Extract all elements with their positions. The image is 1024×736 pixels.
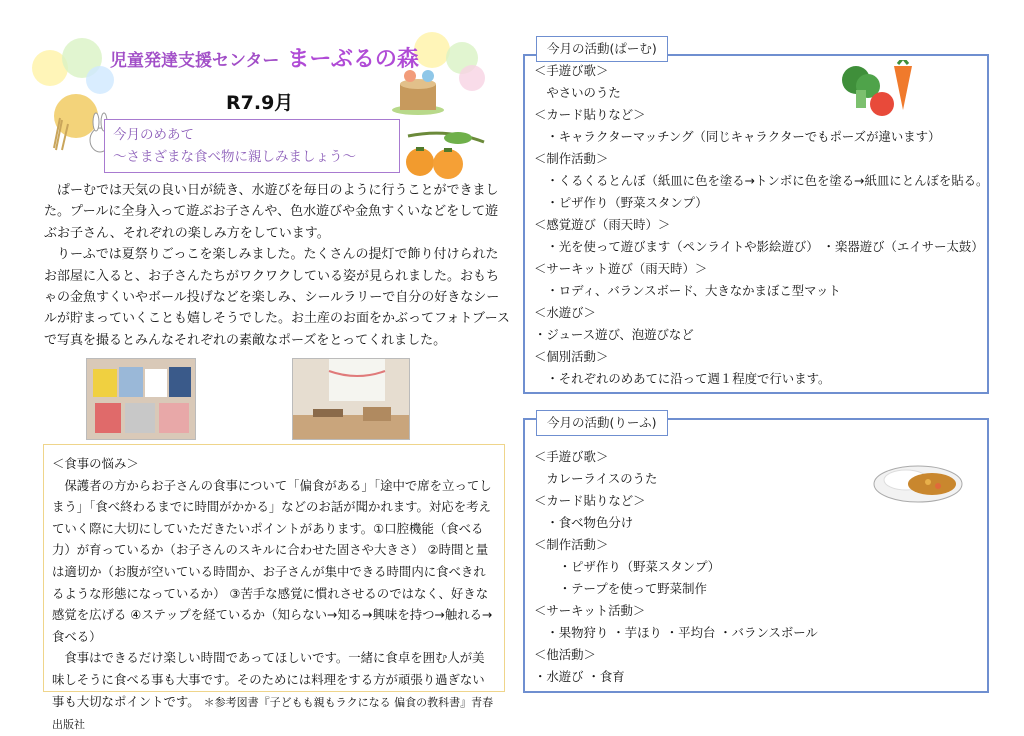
food-heading: ＜食事の悩み＞ — [52, 456, 139, 471]
goal-text: ～さまざまな食べ物に親しみましょう～ — [113, 149, 356, 165]
palm-line: ＜制作活動＞ — [534, 151, 609, 166]
facility-name: まーぶるの森 — [287, 47, 419, 72]
palm-line: ・くるくるとんぼ（紙皿に色を塗る→トンボに色を塗る→紙皿にとんぼを貼る。 — [534, 173, 989, 188]
vegetables-illustration — [838, 60, 928, 120]
persimmon-illustration — [398, 128, 488, 184]
palm-line: ＜水遊び＞ — [534, 305, 596, 320]
leaf-line: ＜制作活動＞ — [534, 537, 609, 552]
decor-bubbles-left — [30, 28, 120, 98]
photo-masks — [86, 358, 196, 440]
monthly-goal-box — [104, 119, 400, 173]
facility-title — [110, 42, 450, 73]
leaf-line: ＜他活動＞ — [534, 647, 596, 662]
leaf-activity-list — [534, 446, 818, 688]
palm-line: ＜サーキット遊び（雨天時）＞ — [534, 261, 708, 276]
leaf-line: ・果物狩り ・芋ほり ・平均台 ・バランスボール — [534, 625, 818, 640]
stump-birds-illustration — [388, 66, 458, 116]
palm-tab: 今月の活動(ぱーむ) — [536, 36, 668, 62]
palm-line: ＜個別活動＞ — [534, 349, 609, 364]
leaf-line: ・テープを使って野菜制作 — [534, 581, 707, 596]
food-paragraph-2: 食事はできるだけ楽しい時間であってほしいです。一緒に食卓を囲む人が美味しそうに食べる事も大事です。そのためには料理をする方が頑張り過ぎない事も大切なポイントです。 — [52, 650, 485, 709]
intro-paragraph-palm: ぱーむでは天気の良い日が続き、水遊びを毎日のように行うことができました。プールに全身入って遊ぶお子さんや、色水遊びや金魚すくいなどをして遊ぶお子さん、それぞれの楽しみ方をしています。 — [44, 183, 499, 241]
leaf-line: カレーライスのうた — [534, 471, 658, 486]
intro-text — [44, 180, 510, 351]
center-name: 児童発達支援センター — [110, 51, 280, 71]
photo-room — [292, 358, 410, 440]
palm-line: ＜カード貼りなど＞ — [534, 107, 646, 122]
intro-paragraph-leaf: りーふでは夏祭りごっこを楽しみました。たくさんの提灯で飾り付けられたお部屋に入ると、お子さんたちがワクワクしている姿が見られました。おもちゃの金魚すくいやボール投げなどを楽しみ、シールラリーで自分の好きなシールが貯まっていくことも嬉しそうでした。お土産のお面をかぶってフォトブースで写真を撮るとみんなそれぞれの素敵なポーズをとってくれました。 — [44, 247, 510, 348]
food-reference: ＊参考図書『子どもも親もラクになる 偏食の教科書』青春出版社 — [52, 695, 494, 732]
food-worries-box — [43, 444, 505, 732]
food-paragraph-1: 保護者の方からお子さんの食事について「偏食がある」「途中で席を立ってしまう」「食べ終わるまでに時間がかかる」などのお話が聞かれます。対応を考えていく際に大切にしていただきたいポイントがあります。①口腔機能（食べる力）が育っているか（お子さんのスキルに合わせた固さや大きさ） ②時間と量は適切か（お腹が空いている時間か、お子さんが集中できる時間内に食べきれるような形態になっているか） ③苦手な感覚に慣れさせるのではなく、好きな感覚を広げる ④ステップを経ているか（知らない→知る→興味を持つ→触れる→食べる） — [52, 477, 493, 644]
palm-line: ・ロディ、バランスボード、大きなかまぼこ型マット — [534, 283, 841, 298]
goal-label: 今月のめあて — [113, 127, 194, 143]
leaf-line: ・水遊び ・食育 — [534, 669, 625, 684]
palm-line: ・それぞれのめあてに沿って週１程度で行います。 — [534, 371, 831, 386]
leaf-line: ・食べ物色分け — [534, 515, 634, 530]
palm-line: ＜感覚遊び（雨天時）＞ — [534, 217, 671, 232]
palm-line: ・ピザ作り（野菜スタンプ） — [534, 195, 708, 210]
leaf-line: ＜カード貼りなど＞ — [534, 493, 646, 508]
palm-line: ・ジュース遊び、泡遊びなど — [534, 327, 694, 342]
palm-line: やさいのうた — [534, 85, 621, 100]
leaf-line: ・ピザ作り（野菜スタンプ） — [534, 559, 720, 574]
palm-line: ＜手遊び歌＞ — [534, 63, 609, 78]
leaf-line: ＜手遊び歌＞ — [534, 449, 609, 464]
leaf-tab: 今月の活動(りーふ) — [536, 410, 668, 436]
leaf-line: ＜サーキット活動＞ — [534, 603, 646, 618]
palm-line: ・キャラクターマッチング（同じキャラクターでもポーズが違います） — [534, 129, 941, 144]
palm-line: ・光を使って遊びます（ペンライトや影絵遊び） ・楽器遊び（エイサー太鼓） — [534, 239, 984, 254]
month-date: R7.9月 — [226, 92, 294, 114]
curry-rice-illustration — [872, 458, 964, 506]
